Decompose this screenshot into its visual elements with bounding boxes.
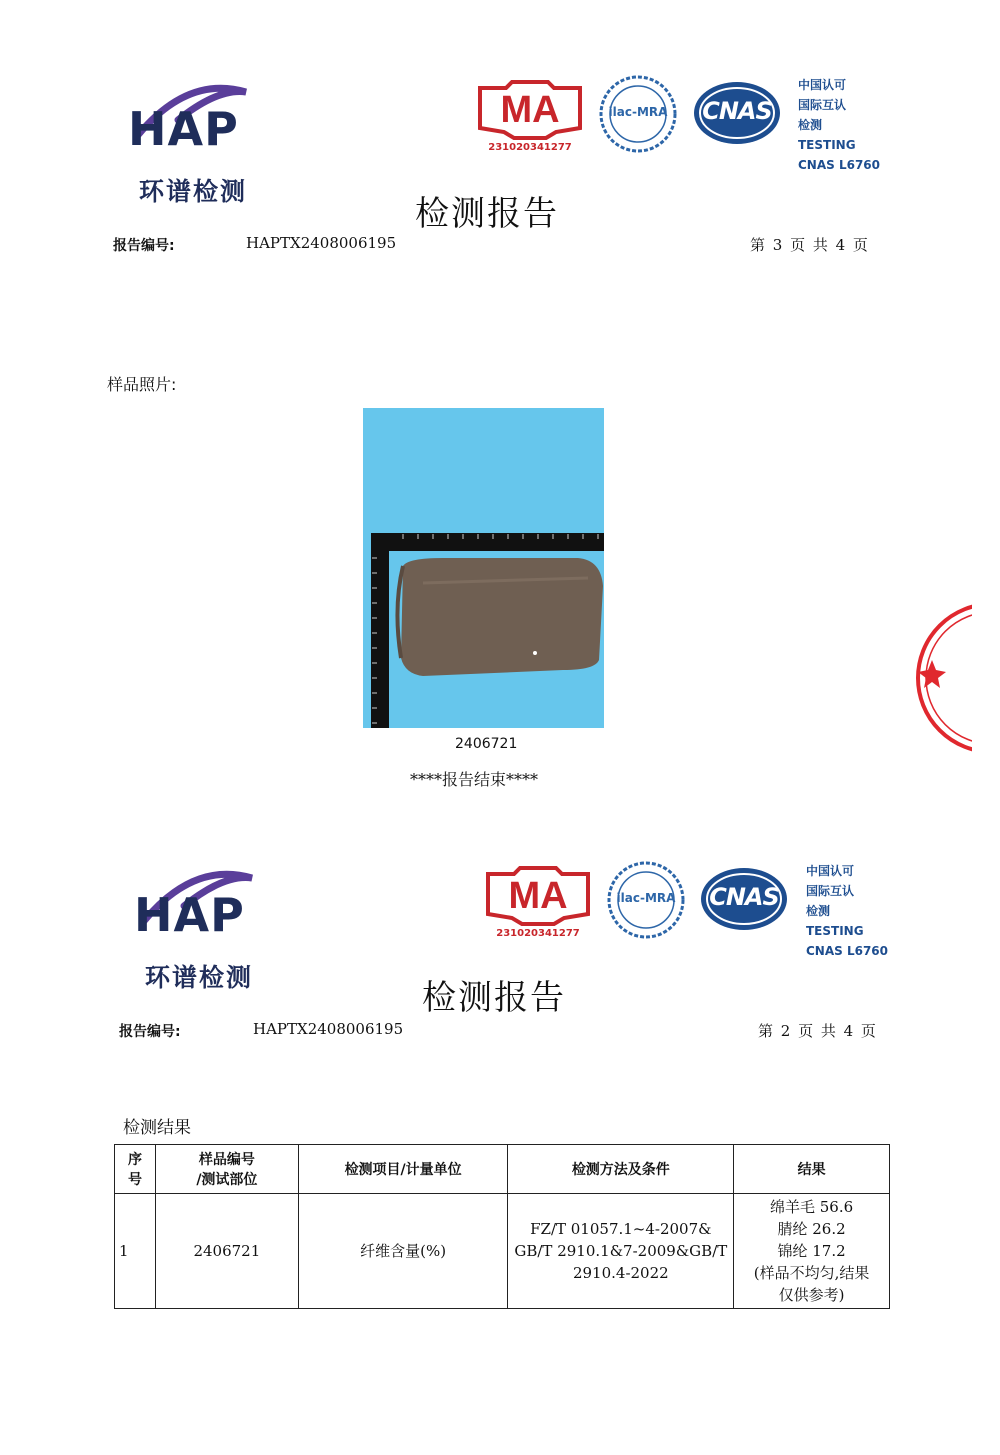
page-title: 检测报告: [422, 978, 566, 1018]
svg-text:MA: MA: [500, 89, 560, 131]
hap-logo: [118, 80, 268, 210]
cell-no: 1: [115, 1194, 156, 1309]
sample-photo: [363, 408, 604, 728]
accr-line: 国际互认: [798, 98, 847, 112]
cell-item: 纤维含量(%): [298, 1194, 508, 1309]
cma-number: 231020341277: [496, 928, 580, 939]
hap-logo-cn: 环谱检测: [144, 963, 253, 992]
hap-logo-cn: 环谱检测: [138, 177, 247, 206]
page-info: 第 3 页 共 4 页: [750, 236, 868, 254]
header-result: 结果: [734, 1145, 890, 1194]
company-stamp: [912, 600, 972, 760]
cma-number: 231020341277: [488, 142, 572, 153]
accr-line: CNAS L6760: [806, 944, 889, 958]
cnas-logo: [692, 80, 782, 146]
accr-line: CNAS L6760: [798, 158, 881, 172]
header-no: 序 号: [115, 1145, 156, 1194]
report-no-label: 报告编号:: [119, 1024, 181, 1040]
report-no: HAPTX2408006195: [253, 1020, 404, 1038]
end-marker: ****报告结束****: [410, 770, 539, 789]
report-no: HAPTX2408006195: [246, 234, 397, 252]
cell-result: 绵羊毛 56.6 腈纶 26.2 锦纶 17.2 (样品不均匀,结果 仅供参考): [734, 1194, 890, 1309]
ilac-text: ilac-MRA: [616, 891, 676, 905]
cell-sample: 2406721: [155, 1194, 298, 1309]
cma-logo: [476, 80, 584, 160]
hap-logo: [124, 866, 274, 996]
header-method: 检测方法及条件: [508, 1145, 734, 1194]
page-info: 第 2 页 共 4 页: [758, 1022, 876, 1040]
accr-line: 中国认可: [806, 864, 855, 878]
hap-logo-text: HAP: [128, 102, 239, 156]
accr-line: 中国认可: [798, 78, 847, 92]
photo-caption: 2406721: [455, 736, 518, 752]
ilac-mra-logo: [598, 74, 678, 154]
cell-method: FZ/T 01057.1~4-2007& GB/T 2910.1&7-2009&GB/T 2910.4-2022: [508, 1194, 734, 1309]
header-sample: 样品编号 /测试部位: [155, 1145, 298, 1194]
ilac-text: ilac-MRA: [608, 105, 668, 119]
accr-line: 检测: [798, 118, 823, 132]
cnas-text: CNAS: [702, 97, 772, 125]
section-label: 样品照片:: [107, 375, 177, 394]
ilac-mra-logo: [606, 860, 686, 940]
results-table: [114, 1144, 890, 1309]
hap-logo-text: HAP: [134, 888, 245, 942]
report-no-label: 报告编号:: [113, 238, 175, 254]
table-header-row: [115, 1145, 890, 1194]
page-title: 检测报告: [415, 194, 559, 234]
accreditation-text: [806, 861, 888, 961]
cma-logo: [484, 866, 592, 946]
table-row: [115, 1194, 890, 1309]
header-item: 检测项目/计量单位: [298, 1145, 508, 1194]
cnas-text: CNAS: [709, 883, 779, 911]
accr-line: 检测: [806, 904, 831, 918]
accr-line: TESTING: [806, 924, 864, 938]
accr-line: TESTING: [798, 138, 856, 152]
cnas-logo: [699, 866, 789, 932]
accr-line: 国际互认: [806, 884, 855, 898]
accreditation-text: [798, 75, 880, 175]
section-label: 检测结果: [123, 1118, 191, 1138]
svg-text:MA: MA: [508, 875, 568, 917]
